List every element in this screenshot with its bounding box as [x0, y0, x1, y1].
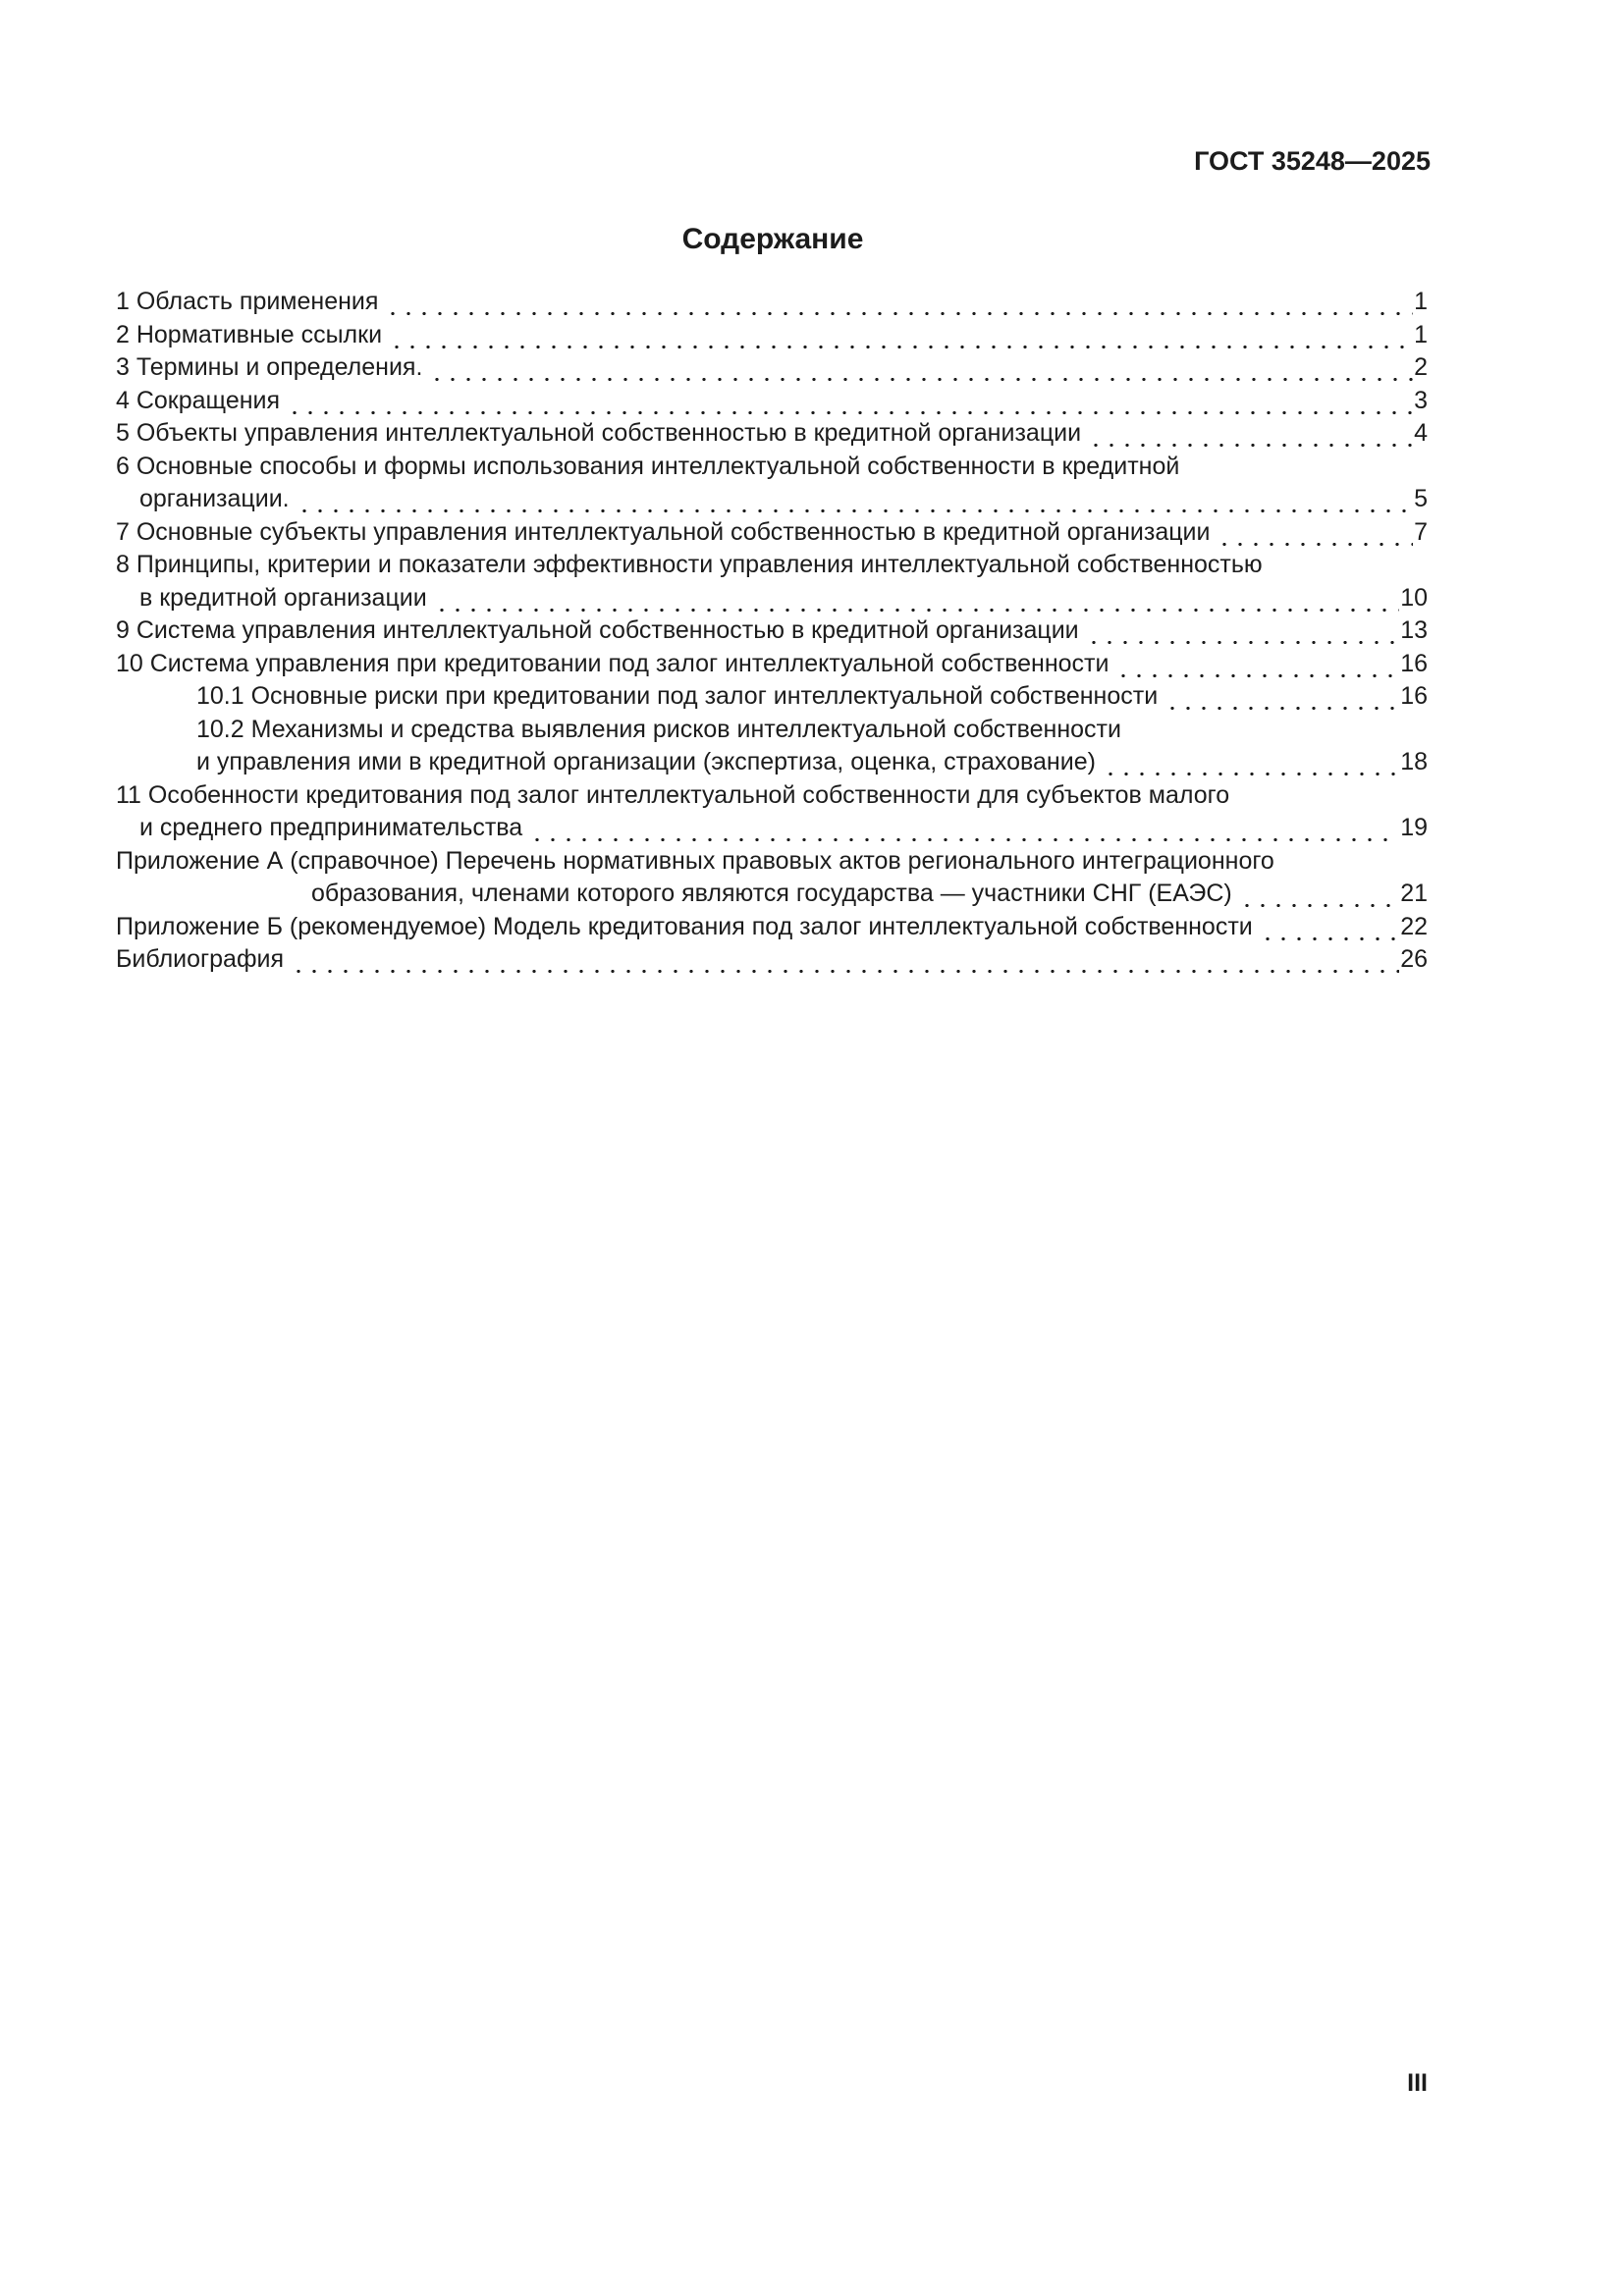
toc-line	[116, 417, 1428, 451]
toc-page-number: 7	[1414, 517, 1428, 546]
toc-entry	[116, 680, 1428, 714]
toc-entry-text: в кредитной организации	[139, 583, 427, 612]
toc-entry-text: организации.	[139, 485, 290, 512]
toc-entry	[116, 779, 1428, 845]
toc-dot-leader	[381, 286, 1413, 319]
toc-page-number: 16	[1400, 682, 1428, 710]
toc-dot-leader	[1213, 516, 1413, 550]
toc-dot-leader	[283, 385, 1413, 418]
toc-entry	[116, 911, 1428, 944]
toc-dot-leader	[1084, 417, 1413, 451]
toc-dot-leader	[425, 351, 1413, 385]
toc-entry	[116, 286, 1428, 319]
toc-entry	[116, 319, 1428, 352]
toc-page-number: 3	[1414, 386, 1428, 414]
toc-entry-text: 11 Особенности кредитования под залог интеллектуальной собственности для субъектов малого	[116, 780, 1230, 809]
toc-entry-text: Приложение Б (рекомендуемое) Модель кредитования под залог интеллектуальной собственности	[116, 912, 1253, 940]
toc-entry	[116, 648, 1428, 681]
toc-dot-leader	[385, 319, 1413, 352]
toc-line	[116, 648, 1428, 681]
toc-line	[116, 943, 1428, 977]
toc-entry	[116, 417, 1428, 451]
toc-line	[116, 779, 1428, 813]
toc-dot-leader	[1235, 878, 1399, 911]
toc-entry	[116, 943, 1428, 977]
toc-entry-text: 7 Основные субъекты управления интеллектуальной собственностью в кредитной организации	[116, 517, 1211, 546]
toc-dot-leader	[525, 812, 1399, 845]
toc-line	[116, 680, 1428, 714]
toc-dot-leader	[1111, 648, 1399, 681]
toc-page-number: 1	[1414, 288, 1428, 315]
toc-dot-leader	[287, 943, 1399, 977]
toc-line	[116, 351, 1428, 385]
toc-entry	[116, 845, 1428, 911]
toc-dot-leader	[293, 483, 1413, 516]
toc-dot-leader	[1099, 746, 1399, 779]
toc-entry-text: 3 Термины и определения.	[116, 353, 423, 381]
toc-entry-text: 10.1 Основные риски при кредитовании под залог интеллектуальной собственности	[196, 682, 1159, 710]
toc-entry	[116, 714, 1428, 779]
toc-page-number: 21	[1400, 880, 1428, 907]
toc-entry	[116, 516, 1428, 550]
toc-line	[116, 319, 1428, 352]
toc-entry	[116, 385, 1428, 418]
page-title: Содержание	[681, 223, 864, 255]
toc-entry-text: Приложение А (справочное) Перечень нормативных правовых актов регионального интеграционного	[116, 846, 1274, 875]
toc-line	[116, 714, 1428, 747]
toc-page-number: 13	[1400, 616, 1428, 644]
toc-page-number: 2	[1414, 353, 1428, 381]
toc-page-number: 16	[1400, 649, 1428, 677]
toc-entry-text: 5 Объекты управления интеллектуальной собственностью в кредитной организации	[116, 419, 1082, 447]
toc-page-number: 26	[1400, 945, 1428, 973]
toc-list	[116, 286, 1428, 977]
toc-entry-text: образования, членами которого являются государства — участники СНГ (ЕАЭС)	[311, 880, 1232, 907]
toc-entry-text: 10 Система управления при кредитовании под залог интеллектуальной собственности	[116, 649, 1110, 677]
toc-dot-leader	[430, 582, 1399, 615]
toc-page-number: 5	[1414, 485, 1428, 512]
toc-line	[116, 451, 1428, 484]
toc-entry-text: 10.2 Механизмы и средства выявления рисков интеллектуальной собственности	[196, 715, 1121, 743]
toc-entry-text: 8 Принципы, критерии и показатели эффективности управления интеллектуальной собственностью	[116, 551, 1263, 578]
toc-entry-text: 9 Система управления интеллектуальной собственностью в кредитной организации	[116, 616, 1079, 644]
toc-entry	[116, 614, 1428, 648]
toc-line	[116, 483, 1428, 516]
toc-entry-text: 1 Область применения	[116, 288, 379, 315]
toc-page-number: 4	[1414, 419, 1428, 447]
toc-entry	[116, 451, 1428, 516]
toc-page-number: 19	[1400, 814, 1428, 841]
toc-line	[116, 812, 1428, 845]
toc-page-number: 22	[1400, 912, 1428, 940]
toc-entry-text: Библиография	[116, 945, 285, 973]
toc-entry-text: и управления ими в кредитной организации (экспертиза, оценка, страхование)	[196, 748, 1096, 775]
toc-line	[116, 878, 1428, 911]
toc-entry-text: 4 Сокращения	[116, 386, 281, 414]
toc-entry-text: 6 Основные способы и формы использования интеллектуальной собственности в кредитной	[116, 452, 1180, 480]
toc-line	[116, 845, 1428, 879]
toc-entry-text: и среднего предпринимательства	[139, 814, 523, 841]
toc-entry	[116, 549, 1428, 614]
toc-dot-leader	[1256, 911, 1399, 944]
toc-line	[116, 911, 1428, 944]
toc-line	[116, 582, 1428, 615]
toc-line	[116, 286, 1428, 319]
toc-dot-leader	[1161, 680, 1399, 714]
toc-dot-leader	[1082, 614, 1400, 648]
toc-line	[116, 385, 1428, 418]
toc-line	[116, 746, 1428, 779]
toc-page-number: 10	[1400, 583, 1428, 612]
toc-line	[116, 614, 1428, 648]
toc-entry	[116, 351, 1428, 385]
toc-entry-text: 2 Нормативные ссылки	[116, 320, 383, 348]
footer-page-number: III	[1407, 2069, 1428, 2097]
toc-page-number: 1	[1414, 320, 1428, 348]
toc-line	[116, 549, 1428, 582]
toc-page-number: 18	[1400, 748, 1428, 775]
standard-number: ГОСТ 35248—2025	[1194, 146, 1431, 176]
toc-line	[116, 516, 1428, 550]
